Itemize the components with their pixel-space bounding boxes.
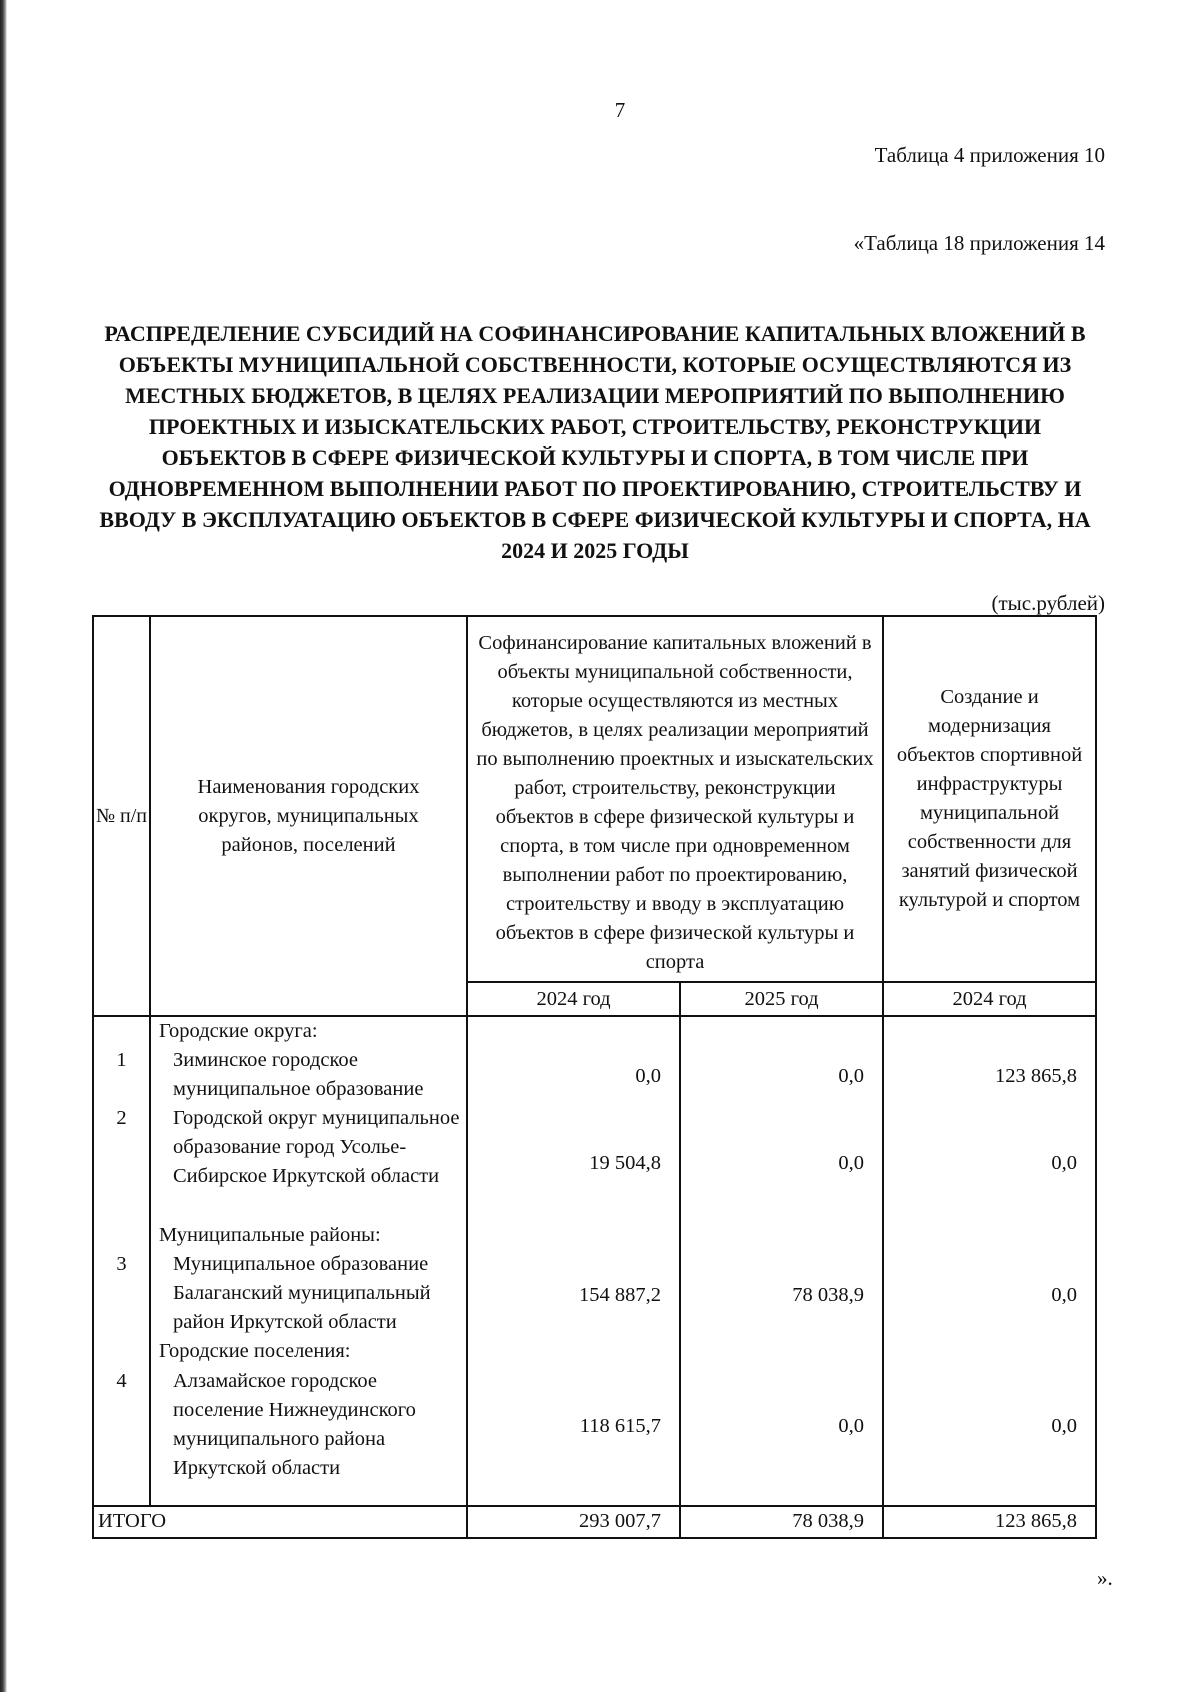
- row-value-2-2024: 19 504,8: [589, 1152, 661, 1174]
- header-cofinancing: [467, 616, 883, 982]
- body-2024-column: [467, 1016, 680, 1506]
- page-number: 7: [614, 98, 626, 122]
- header-row: [93, 616, 1096, 982]
- row-name-1: Зиминское городское муниципальное образование: [173, 1049, 424, 1100]
- header-year-1: 2024 год: [467, 982, 680, 1016]
- group-label-urban-settlements: Городские поселения:: [159, 1340, 351, 1362]
- row-value-2-2025: 0,0: [838, 1152, 865, 1174]
- row-value-4-2024: 118 615,7: [579, 1415, 661, 1437]
- group-label-municipal-districts: Муниципальные районы:: [159, 1224, 381, 1246]
- row-value-1-2025: 0,0: [838, 1065, 865, 1087]
- row-sport-2-2024: 0,0: [1051, 1152, 1078, 1174]
- header-year-3: 2024 год: [883, 982, 1096, 1016]
- row-name-3: Муниципальное образование Балаганский муниципальный район Иркутской области: [173, 1253, 431, 1333]
- header-sport-infra-text: Создание и модернизация объектов спортивной инфраструктуры муниципальной собственности для занятий физической культурой и спортом: [896, 686, 1083, 911]
- row-name-4: Алзамайское городское поселение Нижнеудинского муниципального района Иркутской области: [173, 1370, 416, 1479]
- row-sport-3-2024: 0,0: [1051, 1284, 1078, 1306]
- annex-reference-2: «Таблица 18 приложения 14: [853, 231, 1105, 255]
- body-sport-2024-column: [883, 1016, 1096, 1506]
- row-value-4-2025: 0,0: [838, 1415, 865, 1437]
- total-row: [93, 1506, 1096, 1538]
- group-label-urban-districts: Городские округа:: [159, 1020, 318, 1042]
- row-sport-4-2024: 0,0: [1051, 1415, 1078, 1437]
- body-row: [93, 1016, 1096, 1506]
- header-sport-infra: [883, 616, 1096, 982]
- header-name: [150, 616, 467, 1016]
- row-sport-1-2024: 123 865,8: [995, 1065, 1078, 1087]
- row-num-4: 4: [116, 1370, 127, 1392]
- subsidy-table: [92, 615, 1097, 1539]
- row-num-1: 1: [116, 1049, 127, 1071]
- row-value-1-2024: 0,0: [635, 1065, 661, 1087]
- row-name-2: Городской округ муниципальное образование город Усолье-Сибирское Иркутской области: [173, 1107, 460, 1187]
- header-cofinancing-text: Софинансирование капитальных вложений в объекты муниципальной собственности, которые осуществляются из местных бюджетов, в целях реализации мероприятий по выполнению проектных и изыскательских работ, строительству, реконструкции объектов в сфере физической культуры и спорта, в том числе при одновременном выполнении работ по проектированию, строительству и вводу в эксплуатацию объектов в сфере физической культуры и спорта: [476, 632, 874, 973]
- scan-edge: [0, 0, 7, 1692]
- header-num-text: № п/п: [95, 805, 148, 827]
- body-names-column: [150, 1016, 467, 1506]
- document-title: РАСПРЕДЕЛЕНИЕ СУБСИДИЙ НА СОФИНАНСИРОВАНИЕ КАПИТАЛЬНЫХ ВЛОЖЕНИЙ В ОБЪЕКТЫ МУНИЦИПАЛЬНОЙ СОБСТВЕННОСТИ, КОТОРЫЕ ОСУЩЕСТВЛЯЮТСЯ ИЗ МЕСТНЫХ БЮДЖЕТОВ, В ЦЕЛЯХ РЕАЛИЗАЦИИ МЕРОПРИЯТИЙ ПО ВЫПОЛНЕНИЮ ПРОЕКТНЫХ И ИЗЫСКАТЕЛЬСКИХ РАБОТ, СТРОИТЕЛЬСТВУ, РЕКОНСТРУКЦИИ ОБЪЕКТОВ В СФЕРЕ ФИЗИЧЕСКОЙ КУЛЬТУРЫ И СПОРТА, В ТОМ ЧИСЛЕ ПРИ ОДНОВРЕМЕННОМ ВЫПОЛНЕНИИ РАБОТ ПО ПРОЕКТИРОВАНИЮ, СТРОИТЕЛЬСТВУ И ВВОДУ В ЭКСПЛУАТАЦИЮ ОБЪЕКТОВ В СФЕРЕ ФИЗИЧЕСКОЙ КУЛЬТУРЫ И СПОРТА, НА 2024 И 2025 ГОДЫ: [99, 321, 1091, 563]
- header-year-2: 2025 год: [680, 982, 883, 1016]
- row-num-3: 3: [116, 1253, 127, 1275]
- header-name-text: Наименования городских округов, муниципальных районов, поселений: [197, 775, 420, 856]
- row-num-2: 2: [116, 1107, 127, 1129]
- row-value-3-2024: 154 887,2: [579, 1284, 661, 1306]
- annex-reference-1: Таблица 4 приложения 10: [874, 143, 1105, 167]
- body-2025-column: [680, 1016, 883, 1506]
- units-label: (тыс.рублей): [991, 591, 1105, 615]
- row-value-3-2025: 78 038,9: [792, 1284, 865, 1306]
- total-sport-2024: 123 865,8: [883, 1506, 1096, 1538]
- closing-quote-mark: ».: [1097, 1566, 1113, 1590]
- total-label: ИТОГО: [93, 1506, 467, 1538]
- total-2025: 78 038,9: [680, 1506, 883, 1538]
- total-2024: 293 007,7: [467, 1506, 680, 1538]
- header-num: [93, 616, 150, 1016]
- body-num-column: [93, 1016, 150, 1506]
